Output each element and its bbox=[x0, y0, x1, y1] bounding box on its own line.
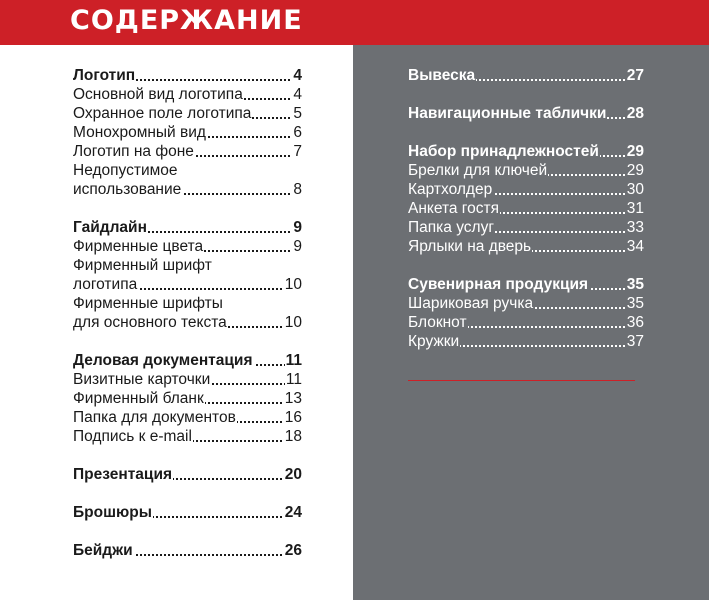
red-divider-line bbox=[408, 380, 635, 381]
toc-entry-services-folder[interactable]: Папка услуг 33 bbox=[408, 219, 644, 236]
toc-entry-email-signature[interactable]: Подпись к e-mail 18 bbox=[73, 428, 302, 445]
page-title: СОДЕРЖАНИЕ bbox=[70, 5, 303, 36]
toc-entry-letterhead[interactable]: Фирменный бланк 13 bbox=[73, 390, 302, 407]
toc-entry-cardholder[interactable]: Картхолдер 30 bbox=[408, 181, 644, 198]
toc-entry-logo-field[interactable]: Охранное поле логотипа 5 bbox=[73, 105, 302, 122]
toc-entry-signboard[interactable]: Вывеска 27 bbox=[408, 67, 644, 84]
toc-entry-text-fonts[interactable]: для основного текста 10 bbox=[73, 314, 302, 331]
toc-entry-door-tags[interactable]: Ярлыки на дверь 34 bbox=[408, 238, 644, 255]
toc-entry-logo-mono[interactable]: Монохромный вид 6 bbox=[73, 124, 302, 141]
toc-left-column bbox=[73, 66, 302, 560]
toc-entry-text-fonts-line1[interactable]: Фирменные шрифты bbox=[73, 295, 223, 312]
toc-entry-logo-main[interactable]: Основной вид логотипа 4 bbox=[73, 86, 302, 103]
toc-entry-logo-misuse[interactable]: использование 8 bbox=[73, 181, 302, 198]
toc-entry-souvenirs[interactable]: Сувенирная продукция 35 bbox=[408, 276, 644, 293]
toc-entry-logo[interactable]: Логотип 4 bbox=[73, 67, 302, 84]
toc-entry-guest-form[interactable]: Анкета гостя 31 bbox=[408, 200, 644, 217]
toc-entry-mugs[interactable]: Кружки 37 bbox=[408, 333, 644, 350]
toc-entry-ballpoint-pen[interactable]: Шариковая ручка 35 bbox=[408, 295, 644, 312]
toc-entry-brochures[interactable]: Брошюры 24 bbox=[73, 504, 302, 521]
toc-entry-logo-font[interactable]: логотипа 10 bbox=[73, 276, 302, 293]
toc-entry-logo-bg[interactable]: Логотип на фоне 7 bbox=[73, 143, 302, 160]
toc-entry-keychains[interactable]: Брелки для ключей 29 bbox=[408, 162, 644, 179]
toc-entry-logo-font-line1[interactable]: Фирменный шрифт bbox=[73, 257, 212, 274]
toc-entry-badges[interactable]: Бейджи 26 bbox=[73, 542, 302, 559]
toc-entry-guideline[interactable]: Гайдлайн 9 bbox=[73, 219, 302, 236]
toc-entry-accessories-kit[interactable]: Набор принадлежностей 29 bbox=[408, 143, 644, 160]
toc-entry-business-cards[interactable]: Визитные карточки 11 bbox=[73, 371, 302, 388]
toc-right-column bbox=[408, 66, 644, 351]
toc-entry-nav-signs[interactable]: Навигационные таблички 28 bbox=[408, 105, 644, 122]
toc-entry-logo-misuse-line1[interactable]: Недопустимое bbox=[73, 162, 178, 179]
toc-entry-brand-colors[interactable]: Фирменные цвета 9 bbox=[73, 238, 302, 255]
toc-entry-doc-folder[interactable]: Папка для документов 16 bbox=[73, 409, 302, 426]
header-bar bbox=[0, 0, 709, 45]
toc-entry-presentation[interactable]: Презентация 20 bbox=[73, 466, 302, 483]
toc-entry-notepad[interactable]: Блокнот 36 bbox=[408, 314, 644, 331]
toc-entry-business-docs[interactable]: Деловая документация 11 bbox=[73, 352, 302, 369]
